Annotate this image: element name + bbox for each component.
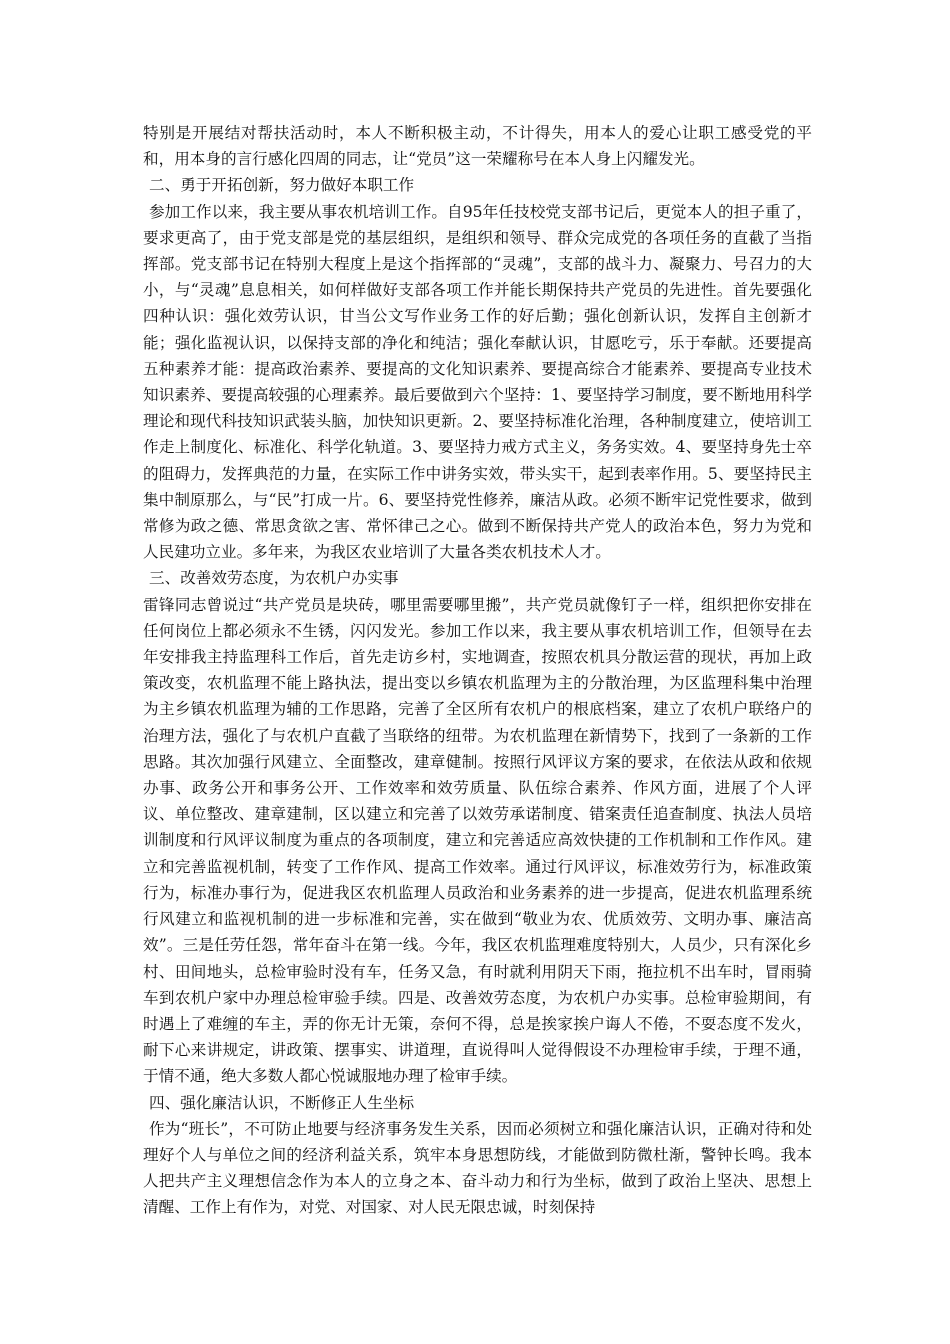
- body-paragraph: 雷锋同志曾说过“共产党员是块砖，哪里需要哪里搬”，共产党员就像钉子一样，组织把你安排在任何岗位上都必须永不生锈，闪闪发光。参加工作以来，我主要从事农机培训工作，但领导在去年安排我主持监理科工作后，首先走访乡村，实地调查，按照农机具分散运营的现状，再加上政策改变，农机监理不能上路执法，提出变以乡镇农机监理为主的分散治理，为区监理科集中治理为主乡镇农机监理为辅的工作思路，完善了全区所有农机户的根底档案，建立了农机户联络户的治理方法，强化了与农机户直截了当联络的纽带。为农机监理在新情势下，找到了一条新的工作思路。其次加强行风建立、全面整改，建章健制。按照行风评议方案的要求，在依法从政和依规办事、政务公开和事务公开、工作效率和效劳质量、队伍综合素养、作风方面，进展了个人评议、单位整改、建章建制，区以建立和完善了以效劳承诺制度、错案责任追查制度、执法人员培训制度和行风评议制度为重点的各项制度，建立和完善适应高效快捷的工作机制和工作作风。建立和完善监视机制，转变了工作作风、提高工作效率。通过行风评议，标准效劳行为，标准政策行为，标准办事行为，促进我区农机监理人员政治和业务素养的进一步提高，促进农机监理系统行风建立和监视机制的进一步标准和完善，实在做到“敬业为农、优质效劳、文明办事、廉洁高效”。三是任劳任怨，常年奋斗在第一线。今年，我区农机监理难度特别大，人员少，只有深化乡村、田间地头，总检审验时没有车，任务又急，有时就利用阴天下雨，拖拉机不出车时，冒雨骑车到农机户家中办理总检审验手续。四是、改善效劳态度，为农机户办实事。总检审验期间，有时遇上了难缠的车主，弄的你无计无策，奈何不得，总是挨家挨户诲人不倦，不耍态度不发火，耐下心来讲规定，讲政策、摆事实、讲道理，直说得叫人觉得假设不办理检审手续，于理不通，于情不通，绝大多数人都心悦诚服地办理了检审手续。: [143, 595, 812, 1086]
- section-heading: 三、改善效劳态度，为农机户办实事: [149, 569, 399, 588]
- section-heading: 二、勇于开拓创新，努力做好本职工作: [149, 176, 415, 195]
- body-paragraph: 作为“班长”，不可防止地要与经济事务发生关系，因而必须树立和强化廉洁认识，正确对待和处理好个人与单位之间的经济利益关系，筑牢本身思想防线，才能做到防微杜渐，警钟长鸣。我本人把共产主义理想信念作为本人的立身之本、奋斗动力和行为坐标，做到了政治上坚决、思想上清醒、工作上有作为，对党、对国家、对人民无限忠诚，时刻保持: [143, 1119, 812, 1217]
- document-page: [143, 120, 812, 1221]
- body-paragraph: 参加工作以来，我主要从事农机培训工作。自95年任技校党支部书记后，更觉本人的担子重了，要求更高了，由于党支部是党的基层组织，是组织和领导、群众完成党的各项任务的直截了当指挥部。党支部书记在特别大程度上是这个指挥部的“灵魂”，支部的战斗力、凝聚力、号召力的大小，与“灵魂”息息相关，如何样做好支部各项工作并能长期保持共产党员的先进性。首先要强化四种认识：强化效劳认识，甘当公文写作业务工作的好后勤；强化创新认识，发挥自主创新才能；强化监视认识，以保持支部的净化和纯洁；强化奉献认识，甘愿吃亏，乐于奉献。还要提高五种素养才能：提高政治素养、要提高的文化知识素养、要提高综合才能素养、要提高专业技术知识素养、要提高较强的心理素养。最后要做到六个坚持：1、要坚持学习制度，要不断地用科学理论和现代科技知识武装头脑，加快知识更新。2、要坚持标准化治理，各种制度建立，使培训工作走上制度化、标准化、科学化轨道。3、要坚持力戒方式主义，务务实效。4、要坚持身先士卒的阻碍力，发挥典范的力量，在实际工作中讲务实效，带头实干，起到表率作用。5、要坚持民主集中制原那么，与“民”打成一片。6、要坚持党性修养，廉洁从政。必须不断牢记党性要求，做到常修为政之德、常思贪欲之害、常怀律己之心。做到不断保持共产党人的政治本色，努力为党和人民建功立业。多年来，为我区农业培训了大量各类农机技术人才。: [143, 202, 812, 562]
- body-paragraph: 特别是开展结对帮扶活动时，本人不断积极主动，不计得失，用本人的爱心让职工感受党的平和，用本身的言行感化四周的同志，让“党员”这一荣耀称号在本人身上闪耀发光。: [143, 124, 812, 169]
- section-heading: 四、强化廉洁认识，不断修正人生坐标: [149, 1093, 415, 1112]
